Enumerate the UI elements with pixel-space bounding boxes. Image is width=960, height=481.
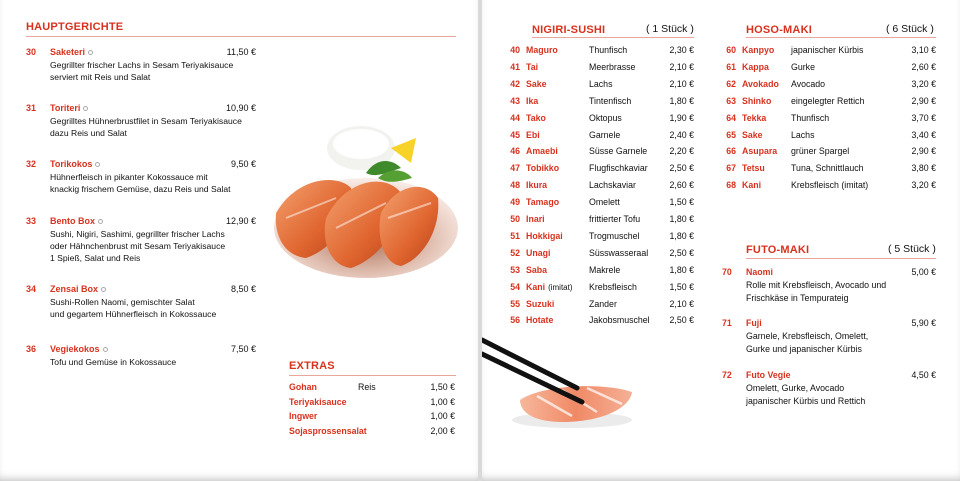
hoso-row bbox=[716, 113, 936, 130]
nigiri-name-text: Tamago bbox=[526, 197, 560, 208]
futo-name: Fuji bbox=[746, 318, 762, 328]
hoso-price: 2,90 € bbox=[911, 146, 936, 157]
dish-description: Gegrillter frischer Lachs in Sesam Teriyakisauce serviert mit Reis und Salat bbox=[50, 60, 234, 82]
extras-name: Gohan bbox=[289, 382, 317, 392]
nigiri-number: 46 bbox=[510, 146, 520, 157]
dish-price: 9,50 € bbox=[230, 159, 256, 169]
dish-price: 12,90 € bbox=[225, 216, 256, 226]
extras-row bbox=[289, 382, 455, 396]
hoso-price: 3,10 € bbox=[911, 45, 936, 55]
hoso-row bbox=[716, 79, 936, 96]
hoso-row bbox=[716, 62, 936, 79]
nigiri-name-text: Tai bbox=[526, 61, 539, 72]
nigiri-row bbox=[500, 180, 694, 197]
nigiri-price: 2,30 € bbox=[669, 45, 694, 55]
futo-name: Naomi bbox=[746, 267, 773, 277]
dish-name-text: Bento Box bbox=[50, 216, 95, 226]
nigiri-desc: Oktopus bbox=[589, 112, 622, 123]
hoso-name bbox=[742, 130, 763, 140]
nigiri-number: 42 bbox=[510, 78, 520, 89]
dish-number: 36 bbox=[26, 344, 37, 354]
nigiri-name bbox=[526, 146, 558, 156]
nigiri-desc: Zander bbox=[589, 298, 617, 309]
nigiri-name bbox=[526, 214, 545, 224]
nigiri-number: 47 bbox=[510, 163, 520, 174]
dish-info-icon bbox=[88, 50, 93, 55]
futo-qty: ( 5 Stück ) bbox=[888, 243, 936, 255]
hoso-name-text: Shinko bbox=[742, 95, 772, 106]
nigiri-row bbox=[500, 231, 694, 248]
nigiri-name bbox=[526, 315, 553, 325]
hoso-desc: Thunfisch bbox=[791, 112, 830, 123]
nigiri-row bbox=[500, 163, 694, 180]
hoso-name bbox=[742, 163, 765, 173]
nigiri-row bbox=[500, 265, 694, 282]
nigiri-name-text: Tako bbox=[526, 112, 546, 123]
nigiri-price: 1,80 € bbox=[669, 214, 694, 224]
nigiri-name bbox=[526, 79, 547, 89]
salmon-nigiri-chopsticks-photo bbox=[482, 330, 642, 450]
dish-number: 31 bbox=[26, 103, 37, 113]
hoso-name bbox=[742, 62, 769, 72]
dish-number: 33 bbox=[26, 216, 37, 226]
nigiri-desc: Tintenfisch bbox=[589, 95, 632, 106]
nigiri-name-text: Ika bbox=[526, 95, 539, 106]
dish-info-icon bbox=[83, 106, 88, 111]
futo-title: FUTO-MAKI bbox=[746, 244, 810, 256]
hoso-name bbox=[742, 96, 771, 106]
nigiri-qty: ( 1 Stück ) bbox=[646, 23, 694, 35]
nigiri-name-text: Sake bbox=[526, 78, 547, 89]
nigiri-number: 44 bbox=[510, 112, 520, 123]
nigiri-row bbox=[500, 299, 694, 316]
nigiri-name-text: Saba bbox=[526, 264, 548, 275]
nigiri-price: 1,90 € bbox=[669, 112, 694, 123]
nigiri-number: 53 bbox=[510, 264, 520, 275]
dish-info-icon bbox=[98, 219, 103, 224]
dish-name-text: Saketeri bbox=[50, 47, 86, 57]
hoso-desc: Avocado bbox=[791, 78, 826, 89]
nigiri-name-text: Tobikko bbox=[526, 163, 560, 174]
nigiri-number: 50 bbox=[510, 214, 520, 224]
hoso-number: 68 bbox=[726, 180, 736, 191]
nigiri-title: NIGIRI-SUSHI bbox=[532, 24, 606, 36]
hoso-desc: Gurke bbox=[791, 61, 815, 72]
extras-name: Teriyakisauce bbox=[289, 396, 347, 407]
nigiri-row bbox=[500, 282, 694, 299]
extras-name: Sojasprossensalat bbox=[289, 425, 367, 436]
nigiri-price: 2,40 € bbox=[669, 129, 694, 140]
dish-item bbox=[26, 158, 256, 208]
hoso-number: 60 bbox=[726, 45, 736, 55]
nigiri-number: 40 bbox=[510, 45, 520, 55]
nigiri-name-text: Amaebi bbox=[526, 146, 558, 157]
futo-divider bbox=[746, 258, 936, 259]
futo-description: Rolle mit Krebsfleisch, Avocado und Frischkäse in Tempurateig bbox=[746, 280, 887, 303]
nigiri-desc: Omelett bbox=[589, 197, 620, 208]
hoso-number: 64 bbox=[726, 112, 736, 123]
extras-desc: Reis bbox=[358, 382, 376, 392]
nigiri-row bbox=[500, 214, 694, 231]
hoso-row bbox=[716, 163, 936, 180]
hoso-divider bbox=[746, 37, 936, 38]
hoso-name-text: Tetsu bbox=[742, 163, 765, 174]
nigiri-desc: Krebsfleisch bbox=[589, 281, 637, 292]
dish-info-icon bbox=[95, 162, 100, 167]
dish-name bbox=[50, 343, 108, 355]
futo-description: Garnele, Krebsfleisch, Omelett, Gurke und japanischer Kürbis bbox=[746, 331, 869, 354]
hoso-number: 67 bbox=[726, 163, 736, 174]
nigiri-name bbox=[526, 248, 550, 258]
nigiri-desc: Lachs bbox=[589, 78, 613, 89]
nigiri-number: 43 bbox=[510, 95, 520, 106]
nigiri-desc: Süsse Garnele bbox=[589, 146, 648, 157]
nigiri-name bbox=[526, 113, 546, 123]
dish-description: Gegrilltes Hühnerbrustfilet in Sesam Teriyakisauce dazu Reis und Salat bbox=[50, 116, 242, 138]
nigiri-row bbox=[500, 130, 694, 147]
nigiri-price: 2,50 € bbox=[669, 247, 694, 258]
left-page bbox=[0, 0, 478, 481]
nigiri-number: 48 bbox=[510, 180, 520, 191]
extras-title: EXTRAS bbox=[289, 360, 335, 372]
hoso-name bbox=[742, 146, 777, 156]
futo-name: Futo Vegie bbox=[746, 370, 791, 380]
dish-number: 34 bbox=[26, 284, 37, 294]
hoso-row bbox=[716, 96, 936, 113]
nigiri-name-text: Kani bbox=[526, 281, 546, 292]
nigiri-price: 2,50 € bbox=[669, 315, 694, 326]
nigiri-divider bbox=[532, 37, 694, 38]
hoso-number: 66 bbox=[726, 146, 736, 157]
dish-price: 11,50 € bbox=[226, 47, 256, 57]
hoso-price: 3,20 € bbox=[911, 78, 936, 89]
nigiri-desc: Trogmuschel bbox=[589, 230, 640, 241]
hoso-price: 2,90 € bbox=[911, 95, 936, 106]
futo-price: 5,90 € bbox=[911, 318, 936, 328]
dish-info-icon bbox=[103, 347, 108, 352]
dish-description: Hühnerfleisch in pikanter Kokossauce mit knackig frischem Gemüse, dazu Reis und Salat bbox=[50, 172, 231, 194]
hoso-qty: ( 6 Stück ) bbox=[886, 23, 934, 35]
dish-name bbox=[50, 102, 88, 114]
futo-price: 4,50 € bbox=[911, 370, 936, 380]
futo-number: 70 bbox=[722, 267, 732, 277]
nigiri-name bbox=[526, 299, 554, 309]
futo-item bbox=[722, 317, 936, 361]
extras-price: 1,00 € bbox=[430, 411, 455, 421]
hoso-price: 3,80 € bbox=[911, 163, 936, 174]
nigiri-desc: frittierter Tofu bbox=[589, 214, 641, 224]
hoso-number: 65 bbox=[726, 129, 736, 140]
nigiri-desc: Lachskaviar bbox=[589, 180, 636, 191]
nigiri-desc: Süsswasseraal bbox=[589, 247, 649, 258]
dish-name bbox=[50, 46, 93, 58]
nigiri-name bbox=[526, 197, 559, 207]
extras-row bbox=[289, 426, 455, 440]
nigiri-number: 54 bbox=[510, 281, 520, 292]
nigiri-desc: Garnele bbox=[589, 129, 621, 140]
hoso-price: 3,70 € bbox=[911, 112, 936, 123]
nigiri-price: 2,10 € bbox=[669, 298, 694, 309]
hauptgerichte-divider bbox=[26, 36, 456, 37]
dish-name-text: Toriteri bbox=[50, 103, 81, 113]
nigiri-name-text: Maguro bbox=[526, 45, 558, 55]
nigiri-price: 2,10 € bbox=[669, 78, 694, 89]
hoso-name bbox=[742, 113, 766, 123]
nigiri-desc: Meerbrasse bbox=[589, 61, 636, 72]
nigiri-price: 1,80 € bbox=[669, 230, 694, 241]
dish-name bbox=[50, 158, 100, 170]
nigiri-row bbox=[500, 248, 694, 265]
dish-description: Tofu und Gemüse in Kokossauce bbox=[50, 357, 177, 367]
hoso-desc: Tuna, Schnittlauch bbox=[791, 163, 864, 174]
hoso-row bbox=[716, 130, 936, 147]
nigiri-name bbox=[526, 62, 538, 72]
extras-row bbox=[289, 411, 455, 425]
nigiri-name bbox=[526, 45, 558, 55]
nigiri-name bbox=[526, 96, 538, 106]
nigiri-row bbox=[500, 62, 694, 79]
dish-price: 8,50 € bbox=[230, 284, 256, 294]
nigiri-name-text: Suzuki bbox=[526, 298, 555, 309]
nigiri-name bbox=[526, 265, 547, 275]
nigiri-name-text: Ikura bbox=[526, 180, 548, 191]
hoso-name-text: Kani bbox=[742, 180, 762, 191]
dish-price: 7,50 € bbox=[230, 344, 256, 354]
nigiri-price: 2,50 € bbox=[669, 163, 694, 174]
teriyaki-salmon-photo bbox=[266, 118, 462, 290]
nigiri-number: 45 bbox=[510, 129, 520, 140]
extras-price: 1,50 € bbox=[430, 382, 455, 392]
futo-number: 72 bbox=[722, 370, 732, 380]
extras-row bbox=[289, 397, 455, 411]
dish-info-icon bbox=[101, 287, 106, 292]
hoso-desc: Lachs bbox=[791, 129, 815, 140]
dish-item bbox=[26, 283, 256, 333]
nigiri-name-text: Hotate bbox=[526, 315, 554, 326]
dish-description: Sushi, Nigiri, Sashimi, gegrillter frischer Lachs oder Hähnchenbrust mit Sesam Teriyakisauce 1 Spieß, Salat und Reis bbox=[50, 229, 226, 263]
nigiri-price: 1,50 € bbox=[669, 197, 694, 208]
dish-name-text: Zensai Box bbox=[50, 284, 99, 294]
nigiri-price: 2,10 € bbox=[669, 61, 694, 72]
nigiri-number: 41 bbox=[510, 61, 520, 72]
nigiri-name bbox=[526, 180, 547, 190]
nigiri-row bbox=[500, 96, 694, 113]
nigiri-name bbox=[526, 163, 559, 173]
dish-number: 32 bbox=[26, 159, 37, 169]
nigiri-row bbox=[500, 113, 694, 130]
nigiri-price: 2,20 € bbox=[669, 146, 694, 157]
nigiri-number: 56 bbox=[510, 315, 520, 326]
hoso-row bbox=[716, 45, 936, 62]
hoso-name-text: Kappa bbox=[742, 61, 769, 72]
hoso-title: HOSO-MAKI bbox=[746, 24, 812, 36]
futo-item bbox=[722, 266, 936, 310]
nigiri-price: 1,50 € bbox=[669, 281, 694, 292]
hoso-price: 3,40 € bbox=[911, 129, 936, 140]
dish-price: 10,90 € bbox=[225, 103, 256, 113]
hoso-number: 63 bbox=[726, 95, 736, 106]
nigiri-name-text: Inari bbox=[526, 214, 545, 224]
nigiri-desc: Thunfisch bbox=[589, 45, 628, 55]
dish-number: 30 bbox=[26, 47, 37, 57]
extras-name: Ingwer bbox=[289, 411, 318, 421]
nigiri-desc: Makrele bbox=[589, 264, 621, 275]
futo-number: 71 bbox=[722, 318, 732, 328]
hoso-number: 61 bbox=[726, 61, 736, 72]
hoso-name-text: Tekka bbox=[742, 112, 767, 123]
dish-item bbox=[26, 343, 256, 393]
nigiri-price: 2,60 € bbox=[669, 180, 694, 191]
dish-name-text: Vegiekokos bbox=[50, 344, 100, 354]
hoso-name-text: Asupara bbox=[742, 146, 778, 157]
futo-description: Omelett, Gurke, Avocado japanischer Kürbis und Rettich bbox=[746, 383, 866, 406]
nigiri-row bbox=[500, 79, 694, 96]
nigiri-row bbox=[500, 197, 694, 214]
hauptgerichte-title: HAUPTGERICHTE bbox=[26, 21, 124, 33]
hoso-desc: japanischer Kürbis bbox=[791, 45, 864, 55]
hoso-desc: grüner Spargel bbox=[791, 146, 850, 157]
nigiri-row bbox=[500, 315, 694, 332]
extras-divider bbox=[289, 375, 456, 376]
nigiri-desc: Jakobsmuschel bbox=[589, 315, 650, 326]
dish-name bbox=[50, 283, 106, 295]
hoso-name-text: Sake bbox=[742, 129, 763, 140]
dish-item bbox=[26, 46, 256, 96]
nigiri-row bbox=[500, 45, 694, 62]
hoso-price: 3,20 € bbox=[911, 180, 936, 191]
hoso-name-text: Avokado bbox=[742, 78, 779, 89]
dish-item bbox=[26, 215, 256, 265]
futo-price: 5,00 € bbox=[911, 267, 936, 277]
nigiri-name bbox=[526, 231, 563, 241]
nigiri-number: 49 bbox=[510, 197, 520, 208]
nigiri-price: 1,80 € bbox=[669, 95, 694, 106]
futo-item bbox=[722, 369, 936, 413]
hoso-price: 2,60 € bbox=[911, 61, 936, 72]
nigiri-name-note: (imitat) bbox=[548, 282, 573, 292]
dish-name bbox=[50, 215, 103, 227]
nigiri-name-text: Ebi bbox=[526, 129, 540, 140]
dish-description: Sushi-Rollen Naomi, gemischter Salat und gegartem Hühnerfleisch in Kokossauce bbox=[50, 297, 217, 319]
nigiri-name bbox=[526, 130, 540, 140]
hoso-name-text: Kanpyo bbox=[742, 45, 775, 55]
nigiri-number: 52 bbox=[510, 247, 520, 258]
hoso-number: 62 bbox=[726, 78, 736, 89]
dish-item bbox=[26, 102, 256, 152]
hoso-name bbox=[742, 45, 774, 55]
nigiri-name bbox=[526, 282, 573, 292]
dish-name-text: Torikokos bbox=[50, 159, 93, 169]
nigiri-number: 55 bbox=[510, 298, 520, 309]
nigiri-number: 51 bbox=[510, 230, 520, 241]
extras-price: 1,00 € bbox=[430, 396, 455, 407]
hoso-row bbox=[716, 146, 936, 163]
nigiri-price: 1,80 € bbox=[669, 264, 694, 275]
nigiri-name-text: Hokkigai bbox=[526, 230, 563, 241]
nigiri-desc: Flugfischkaviar bbox=[589, 163, 648, 174]
nigiri-row bbox=[500, 146, 694, 163]
hoso-name bbox=[742, 180, 761, 190]
hoso-desc: Krebsfleisch (imitat) bbox=[791, 180, 869, 191]
nigiri-name-text: Unagi bbox=[526, 247, 551, 258]
hoso-desc: eingelegter Rettich bbox=[791, 95, 865, 106]
extras-price: 2,00 € bbox=[430, 425, 455, 436]
hoso-row bbox=[716, 180, 936, 197]
hoso-name bbox=[742, 79, 779, 89]
